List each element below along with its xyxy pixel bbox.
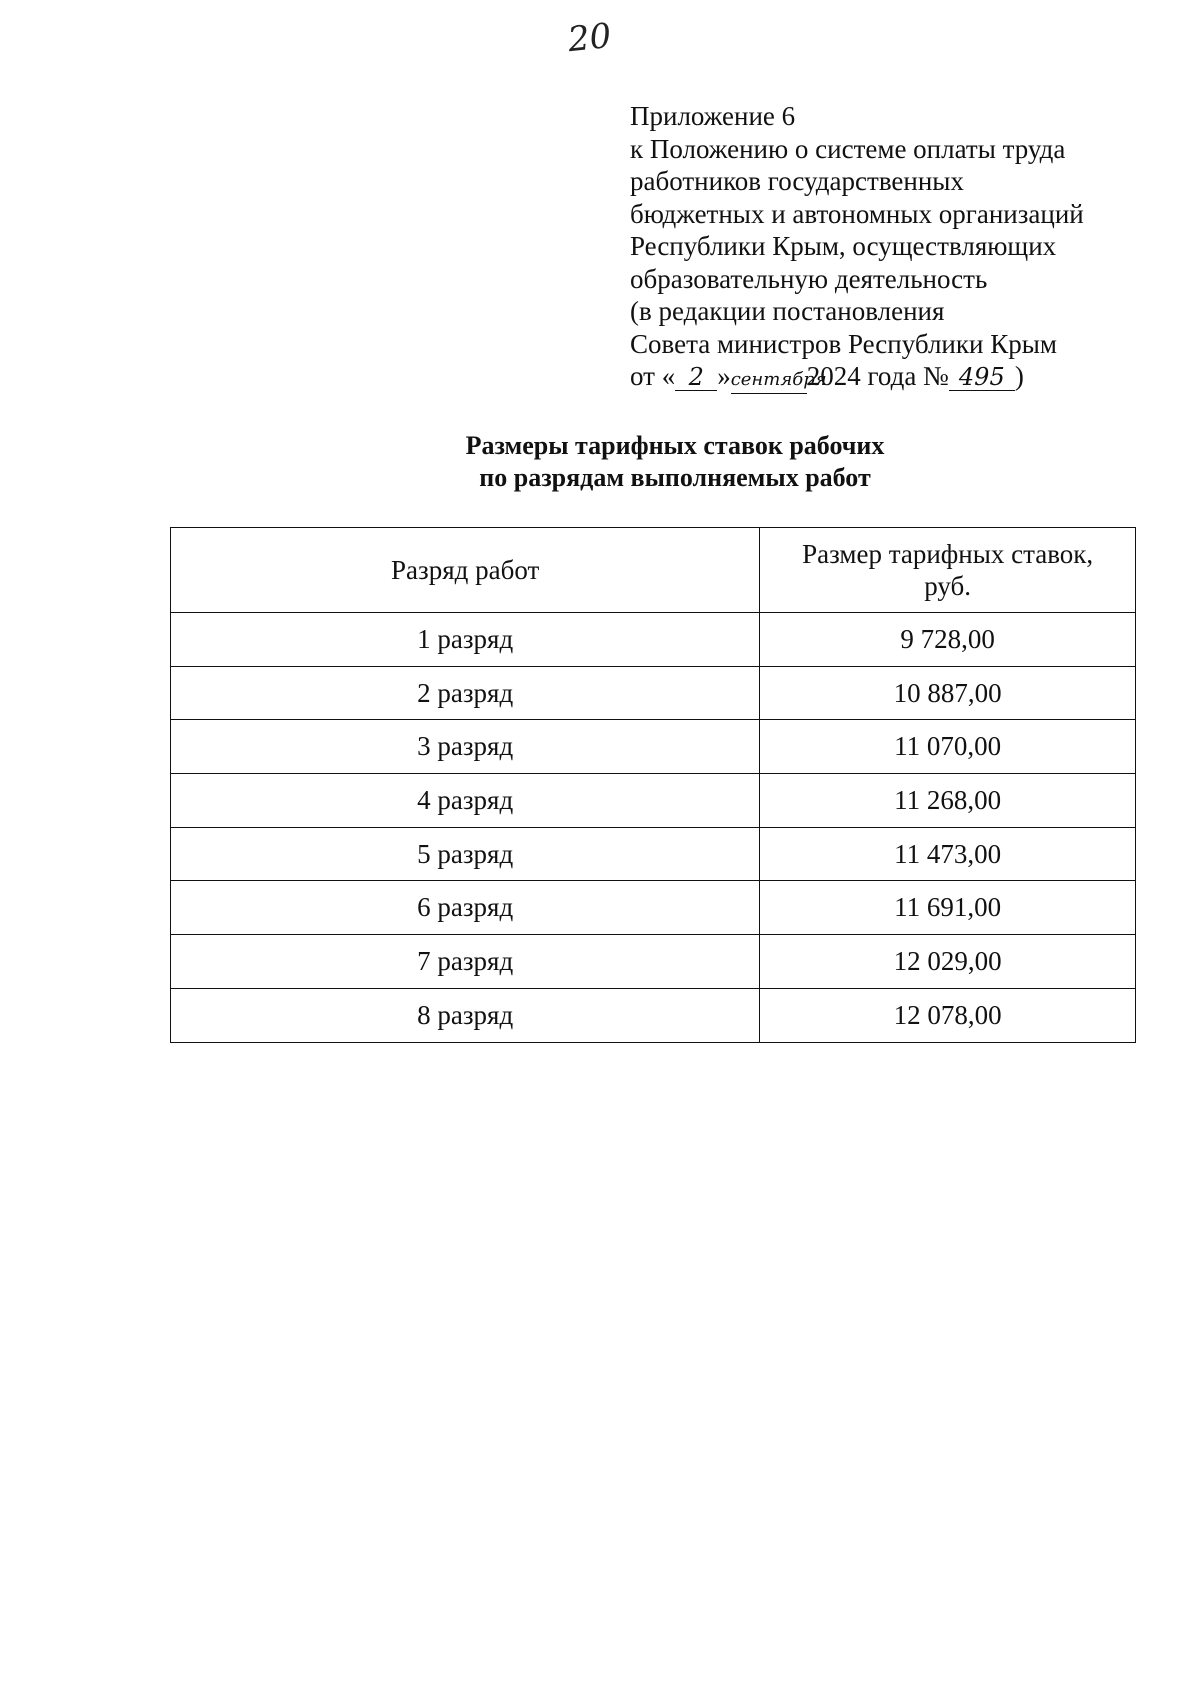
rate-cell: 11 691,00 <box>760 881 1136 935</box>
rate-cell: 9 728,00 <box>760 613 1136 667</box>
grade-cell: 3 разряд <box>171 720 760 774</box>
table-row <box>171 774 1136 828</box>
grade-cell: 2 разряд <box>171 666 760 720</box>
table-row <box>171 881 1136 935</box>
appendix-line: Республики Крым, осуществляющих <box>630 231 1057 261</box>
handwritten-resolution-number: 495 <box>949 364 1015 391</box>
handwritten-page-number: 20 <box>566 15 614 61</box>
header-grade: Разряд работ <box>171 528 760 613</box>
grade-cell: 8 разряд <box>171 988 760 1042</box>
table-row <box>171 827 1136 881</box>
grade-cell: 1 разряд <box>171 613 760 667</box>
title-line-1: Размеры тарифных ставок рабочих <box>465 431 885 460</box>
date-year: 2024 года № <box>806 361 949 391</box>
header-rate <box>760 528 1136 613</box>
rate-cell: 12 078,00 <box>760 988 1136 1042</box>
rate-cell: 11 070,00 <box>760 720 1136 774</box>
grade-cell: 7 разряд <box>171 935 760 989</box>
table-row <box>171 935 1136 989</box>
table-row <box>171 988 1136 1042</box>
grade-cell: 4 разряд <box>171 774 760 828</box>
table-row <box>171 666 1136 720</box>
appendix-line: образовательную деятельность <box>630 263 988 294</box>
date-suffix: ) <box>1014 361 1024 391</box>
table-row <box>171 613 1136 667</box>
handwritten-day: 2 <box>675 364 717 391</box>
header-rate-line-2: руб. <box>924 571 972 601</box>
appendix-header <box>630 100 1170 394</box>
rate-cell: 10 887,00 <box>760 666 1136 720</box>
appendix-line: работников государственных <box>630 166 964 196</box>
resolution-date-line <box>630 360 1170 394</box>
rate-cell: 12 029,00 <box>760 935 1136 989</box>
document-title <box>150 430 1200 494</box>
table-row <box>171 720 1136 774</box>
appendix-line: бюджетных и автономных организаций <box>630 198 1084 229</box>
appendix-line: (в редакции постановления <box>630 296 945 326</box>
date-prefix: от « <box>630 361 676 391</box>
appendix-line: Приложение 6 <box>630 101 796 131</box>
appendix-line: к Положению о системе оплаты труда <box>630 133 1066 164</box>
header-rate-line-1: Размер тарифных ставок, <box>802 539 1094 569</box>
tariff-rates-table <box>170 527 1136 1043</box>
title-line-2: по разрядам выполняемых работ <box>479 463 871 492</box>
handwritten-month: сентября <box>731 367 807 394</box>
table-header-row <box>171 528 1136 613</box>
date-mid: » <box>717 361 731 391</box>
grade-cell: 6 разряд <box>171 881 760 935</box>
appendix-line: Совета министров Республики Крым <box>630 328 1057 359</box>
rate-cell: 11 268,00 <box>760 774 1136 828</box>
grade-cell: 5 разряд <box>171 827 760 881</box>
rate-cell: 11 473,00 <box>760 827 1136 881</box>
